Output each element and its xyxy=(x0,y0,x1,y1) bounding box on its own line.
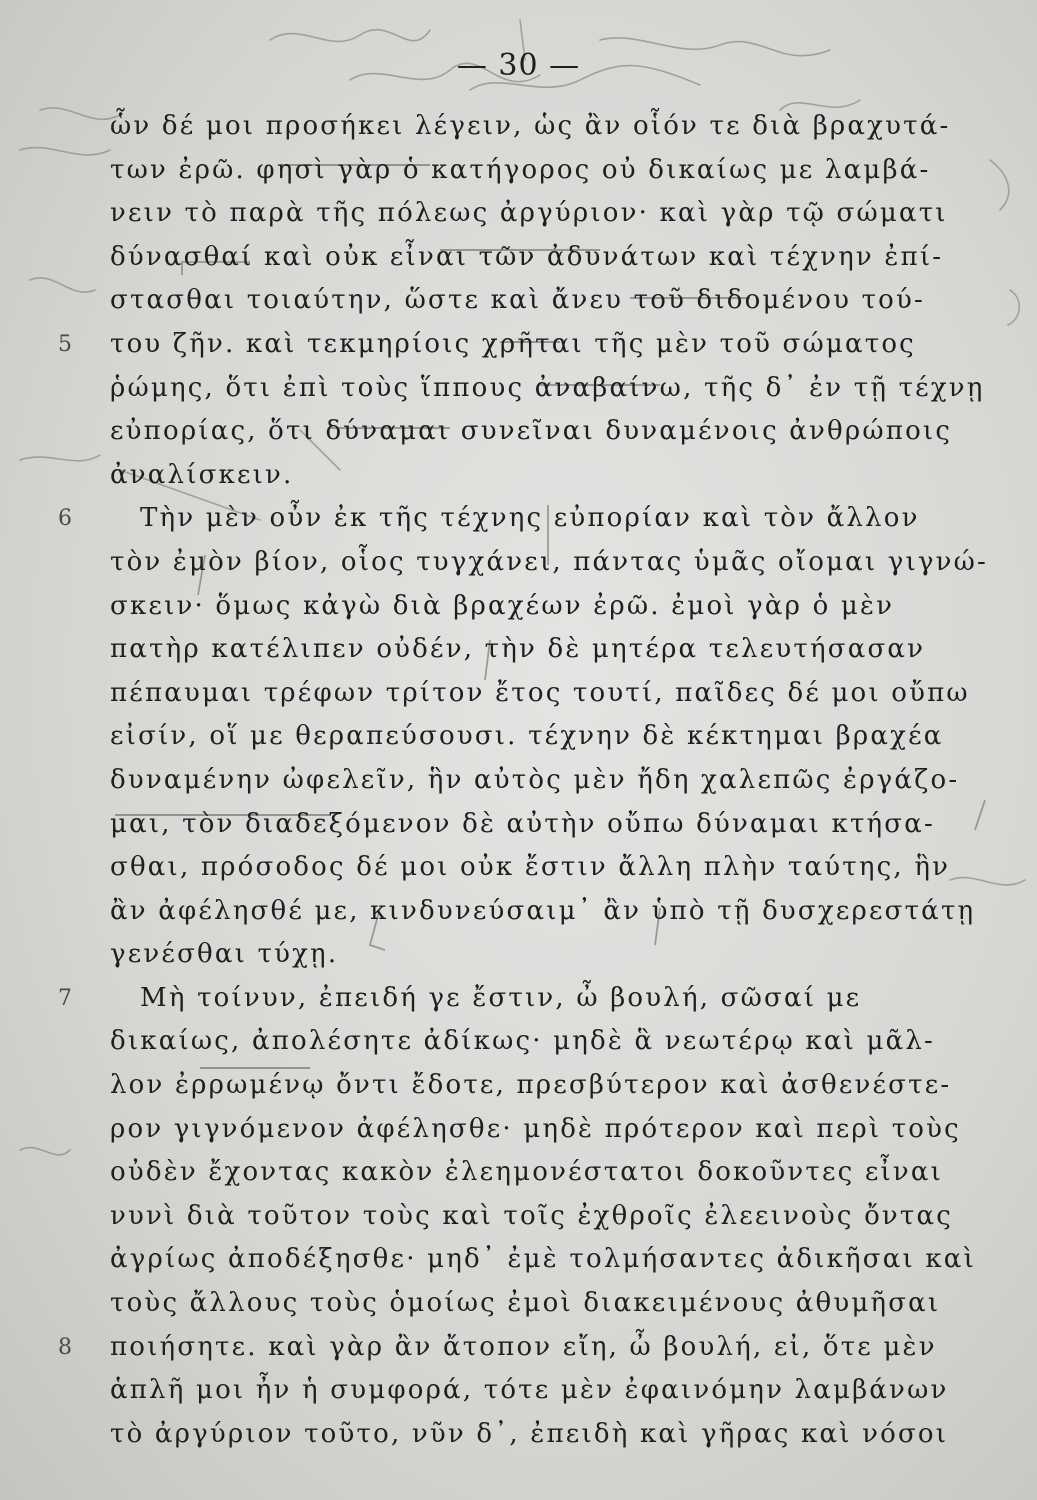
text-line xyxy=(110,1282,1000,1326)
line-text: πέπαυμαι τρέφων τρίτον ἔτος τουτί, παῖδες δέ μοι οὔπω xyxy=(110,677,970,708)
line-text: ἁπλῆ μοι ἦν ἡ συμφορά, τότε μὲν ἐφαινόμην λαμβάνων xyxy=(110,1375,949,1406)
line-text: του ζῆν. καὶ τεκμηρίοις χρῆται τῆς μὲν τοῦ σώματος xyxy=(110,328,916,359)
line-text: Μὴ τοίνυν, ἐπειδή γε ἔστιν, ὦ βουλή, σῶσαί με xyxy=(140,982,862,1013)
line-text: ἀναλίσκειν. xyxy=(110,459,294,490)
line-text: εἰσίν, οἵ με θεραπεύσουσι. τέχνην δὲ κέκτημαι βραχέα xyxy=(110,721,944,752)
line-text: των ἐρῶ. φησὶ γὰρ ὁ κατήγορος οὐ δικαίως με λαμβά- xyxy=(110,154,931,185)
text-line xyxy=(110,279,1000,323)
text-line xyxy=(110,933,1000,977)
line-text: λον ἐρρωμένῳ ὄντι ἔδοτε, πρεσβύτερον καὶ ἀσθενέστε- xyxy=(110,1070,952,1101)
line-text: ῥώμης, ὅτι ἐπὶ τοὺς ἵππους ἀναβαίνω, τῆς δ᾽ ἐν τῇ τέχνῃ xyxy=(110,372,985,403)
text-line xyxy=(110,759,1000,803)
text-line xyxy=(58,497,1000,541)
text-line xyxy=(58,1326,1000,1370)
text-line xyxy=(58,323,1000,367)
line-text: σθαι, πρόσοδος δέ μοι οὐκ ἔστιν ἄλλη πλὴν ταύτης, ἣν xyxy=(110,852,951,883)
section-number: 6 xyxy=(58,506,72,532)
page-number: — 30 — xyxy=(456,48,581,83)
line-text: γενέσθαι τύχῃ. xyxy=(110,939,339,970)
line-text: Τὴν μὲν οὖν ἐκ τῆς τέχνης εὐπορίαν καὶ τὸν ἄλλον xyxy=(140,503,920,534)
line-text: πατὴρ κατέλιπεν οὐδέν, τὴν δὲ μητέρα τελευτήσασαν xyxy=(110,634,926,665)
line-text: οὐδὲν ἔχοντας κακὸν ἐλεημονέστατοι δοκοῦντες εἶναι xyxy=(110,1157,944,1188)
text-line xyxy=(110,1108,1000,1152)
text-line xyxy=(110,672,1000,716)
line-text: δυναμένην ὠφελεῖν, ἣν αὐτὸς μὲν ἤδη χαλεπῶς ἐργάζο- xyxy=(110,764,960,795)
section-number: 7 xyxy=(58,985,72,1011)
line-text: τὸ ἀργύριον τοῦτο, νῦν δ᾽, ἐπειδὴ καὶ γῆρας καὶ νόσοι xyxy=(110,1418,949,1449)
text-line xyxy=(110,1195,1000,1239)
line-text: ἂν ἀφέλησθέ με, κινδυνεύσαιμ᾽ ἂν ὑπὸ τῇ δυσχερεστάτῃ xyxy=(110,895,976,926)
text-line xyxy=(110,628,1000,672)
text-line xyxy=(110,1369,1000,1413)
text-line xyxy=(110,236,1000,280)
line-text: τὸν ἐμὸν βίον, οἷος τυγχάνει, πάντας ὑμᾶς οἴομαι γιγνώ- xyxy=(110,546,989,577)
text-line xyxy=(110,105,1000,149)
line-text: ὧν δέ μοι προσήκει λέγειν, ὡς ἂν οἷόν τε διὰ βραχυτά- xyxy=(110,111,951,141)
line-text: δύνασθαί καὶ οὐκ εἶναι τῶν ἀδυνάτων καὶ τέχνην ἐπί- xyxy=(110,241,944,272)
line-text: στασθαι τοιαύτην, ὥστε καὶ ἄνευ τοῦ διδομένου τού- xyxy=(110,285,926,316)
text-line xyxy=(110,192,1000,236)
text-line xyxy=(110,1151,1000,1195)
line-text: μαι, τὸν διαδεξόμενον δὲ αὐτὴν οὔπω δύναμαι κτήσα- xyxy=(110,808,935,839)
line-text: νειν τὸ παρὰ τῆς πόλεως ἀργύριον· καὶ γὰρ τῷ σώματι xyxy=(110,198,948,229)
section-number: 5 xyxy=(58,331,72,357)
line-text: νυνὶ διὰ τοῦτον τοὺς καὶ τοῖς ἐχθροῖς ἐλεεινοὺς ὄντας xyxy=(110,1200,954,1231)
text-line xyxy=(110,715,1000,759)
text-line xyxy=(110,803,1000,847)
greek-text-body xyxy=(58,105,1000,1456)
line-text: ποιήσητε. καὶ γὰρ ἂν ἄτοπον εἴη, ὦ βουλή, εἰ, ὅτε μὲν xyxy=(110,1331,937,1362)
text-line xyxy=(110,1020,1000,1064)
text-line xyxy=(58,977,1000,1021)
text-line xyxy=(110,585,1000,629)
line-text: ἀγρίως ἀποδέξησθε· μηδ᾽ ἐμὲ τολμήσαντες ἀδικῆσαι καὶ xyxy=(110,1244,976,1275)
line-text: ρον γιγνόμενον ἀφέλησθε· μηδὲ πρότερον καὶ περὶ τοὺς xyxy=(110,1113,961,1144)
text-line xyxy=(110,149,1000,193)
text-line xyxy=(110,541,1000,585)
text-line xyxy=(110,1064,1000,1108)
line-text: δικαίως, ἀπολέσητε ἀδίκως· μηδὲ ἃ νεωτέρῳ καὶ μᾶλ- xyxy=(110,1026,936,1057)
text-line xyxy=(110,1413,1000,1457)
line-text: εὐπορίας, ὅτι δύναμαι συνεῖναι δυναμένοις ἀνθρώποις xyxy=(110,416,953,447)
text-line xyxy=(110,846,1000,890)
text-line xyxy=(110,410,1000,454)
line-text: τοὺς ἄλλους τοὺς ὁμοίως ἐμοὶ διακειμένους ἀθυμῆσαι xyxy=(110,1288,941,1319)
section-number: 8 xyxy=(58,1334,72,1360)
text-line xyxy=(110,367,1000,411)
text-line xyxy=(110,454,1000,498)
text-line xyxy=(110,890,1000,934)
text-line xyxy=(110,1238,1000,1282)
line-text: σκειν· ὅμως κἀγὼ διὰ βραχέων ἐρῶ. ἐμοὶ γὰρ ὁ μὲν xyxy=(110,590,895,621)
